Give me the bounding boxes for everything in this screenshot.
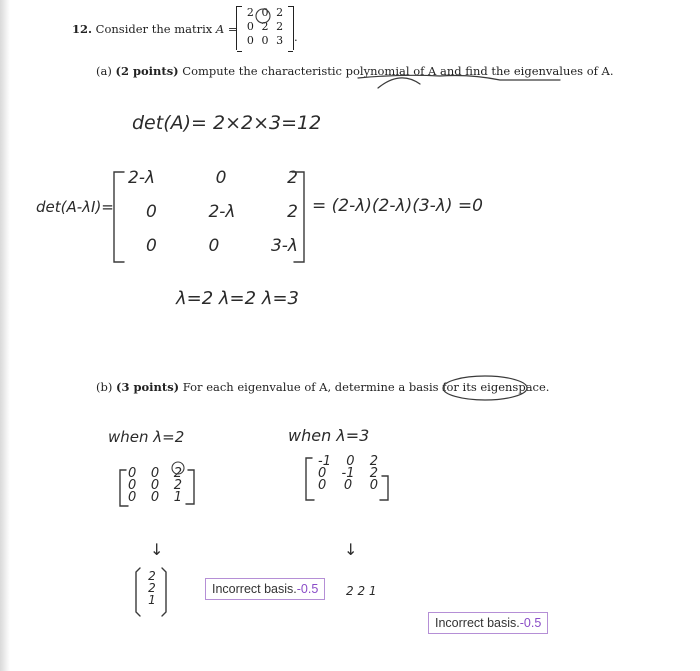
bracket-right-icon <box>186 470 194 504</box>
matrix-cell: 0 <box>150 478 160 493</box>
matrix-cell: 2 <box>369 454 378 469</box>
matrix-cell: 3 <box>276 34 284 47</box>
basis-entry: 1 <box>148 593 156 607</box>
lambda-matrix-cell: 0 <box>146 202 157 222</box>
when-lambda-2: when λ=2 <box>108 428 185 446</box>
bracket-left-icon <box>120 470 128 506</box>
matrix-cell: 2 <box>276 20 284 33</box>
lambda-matrix-cell: 2 <box>287 202 298 222</box>
problem-number: 12. <box>72 22 93 36</box>
matrix-cell: 0 <box>343 478 353 493</box>
loop-mark-icon <box>378 78 420 88</box>
matrix-cell: 0 <box>261 34 269 47</box>
matrix-cell: 0 <box>128 490 137 505</box>
matrix-cell: 0 <box>150 466 160 481</box>
bracket-right-icon <box>162 568 166 616</box>
bracket-right-icon <box>380 476 388 500</box>
matrix-cell: 2 <box>369 466 378 481</box>
lambda-matrix-cell: 0 <box>215 168 227 188</box>
eigenvalues-line: λ=2 λ=2 λ=3 <box>176 288 300 309</box>
det-lambda-label: det(A-λI)= <box>36 198 114 216</box>
grader-feedback-box <box>428 612 548 634</box>
det-a-line: det(A)= 2×2×3=12 <box>132 112 322 134</box>
matrix-cell: 0 <box>128 478 137 493</box>
circle-annotation-icon <box>256 9 270 23</box>
matrix-cell: 0 <box>246 34 254 47</box>
feedback-deduction: -0.5 <box>519 616 542 630</box>
bracket-left-icon <box>306 458 314 500</box>
circle-annotation-icon <box>443 376 527 400</box>
part-a-text: Compute the characteristic polynomial of A and find the eigenvalues of A. <box>182 64 614 78</box>
lambda-matrix-cell: 2-λ <box>128 168 156 188</box>
arrow-down-icon: ↓ <box>344 540 358 559</box>
matrix-cell: 0 <box>150 490 160 505</box>
circle-annotation-icon <box>172 462 184 474</box>
matrix-cell: -1 <box>341 466 355 481</box>
underline-icon <box>358 75 560 80</box>
bracket-left-icon <box>114 172 124 262</box>
matrix-cell: 1 <box>173 490 182 505</box>
part-a-points: (2 points) <box>115 64 179 78</box>
bracket-left-icon <box>136 568 140 616</box>
matrix-cell: 2 <box>261 20 269 33</box>
matrix-cell: 0 <box>128 466 137 481</box>
lambda-matrix-cell: 0 <box>208 236 220 256</box>
matrix-period: . <box>294 30 298 44</box>
matrix-cell: 0 <box>261 6 269 19</box>
matrix-cell: 0 <box>369 478 378 493</box>
feedback-deduction: -0.5 <box>296 582 319 596</box>
part-b-text: For each eigenvalue of A, determine a basis for its eigenspace. <box>182 380 550 394</box>
matrix-cell: 2 <box>276 6 284 19</box>
matrix-cell: 0 <box>346 454 355 469</box>
matrix-cell: -1 <box>318 454 331 469</box>
lambda-matrix-cell: 0 <box>146 236 157 256</box>
basis-entry: 2 <box>148 581 156 595</box>
basis-entry: 2 <box>148 569 156 583</box>
matrix-cell: 0 <box>318 466 327 481</box>
when-lambda-3: when λ=3 <box>288 426 370 445</box>
arrow-down-icon: ↓ <box>150 540 164 559</box>
grader-feedback-box <box>205 578 325 600</box>
matrix-cell: 2 <box>173 466 182 481</box>
lambda-matrix-cell: 3-λ <box>270 236 298 256</box>
part-b-label: (b) <box>96 380 113 394</box>
matrix-cell: 2 <box>246 6 254 19</box>
part-b-points: (3 points) <box>116 380 180 394</box>
matrix-cell: 0 <box>318 478 327 493</box>
basis-vector-3: 2 2 1 <box>346 584 377 598</box>
bracket-right-icon <box>292 172 304 262</box>
part-a-label: (a) <box>96 64 112 78</box>
matrix-symbol: A = <box>215 22 238 36</box>
characteristic-polynomial: = (2-λ)(2-λ)(3-λ) =0 <box>312 196 483 216</box>
problem-prompt: Consider the matrix <box>95 22 213 36</box>
lambda-matrix-cell: 2-λ <box>208 202 236 222</box>
feedback-text: Incorrect basis. <box>435 616 520 630</box>
matrix-cell: 0 <box>246 20 254 33</box>
feedback-text: Incorrect basis. <box>212 582 297 596</box>
lambda-matrix-cell: 2 <box>287 168 298 188</box>
matrix-cell: 2 <box>173 478 182 493</box>
